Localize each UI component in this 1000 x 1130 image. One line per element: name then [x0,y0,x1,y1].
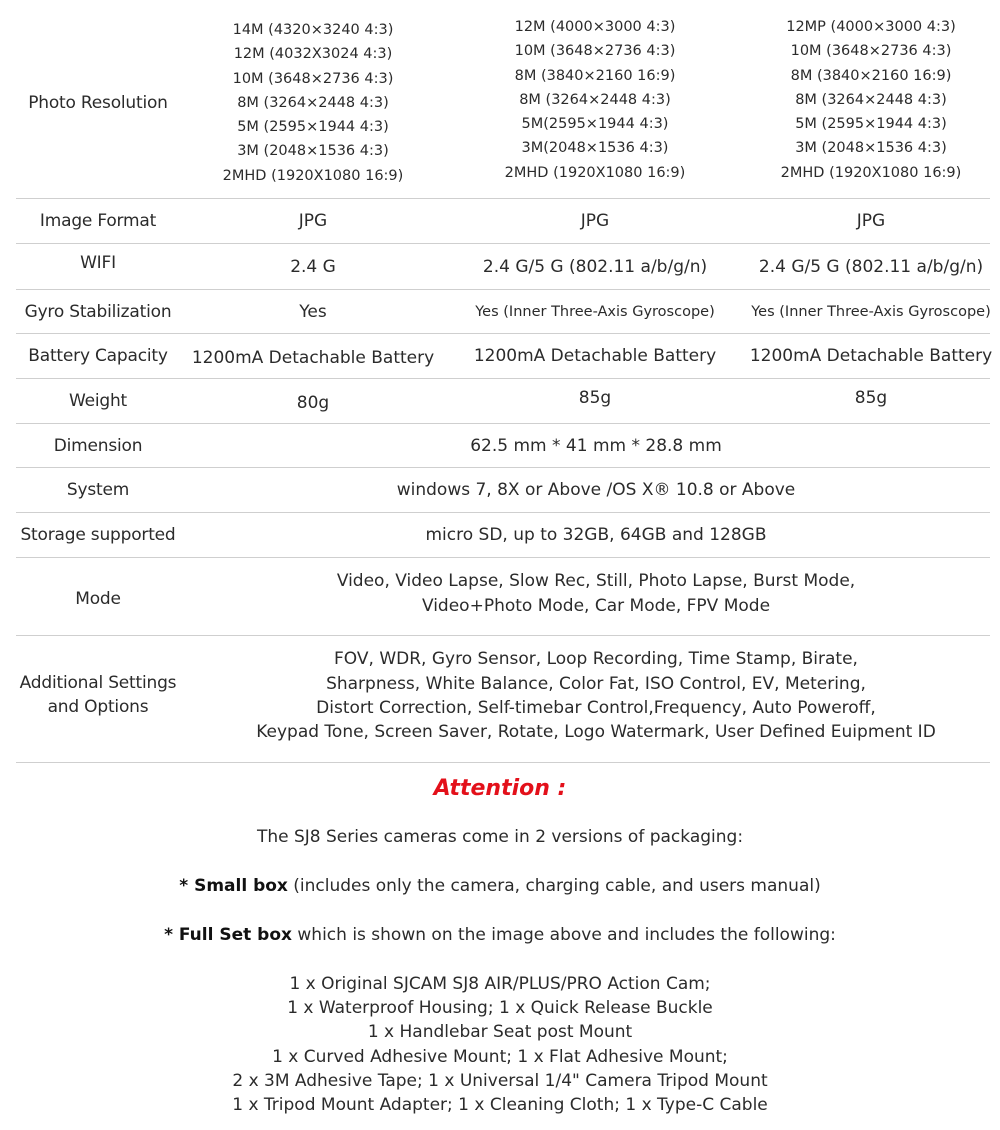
package-item: 1 x Curved Adhesive Mount; 1 x Flat Adhesive Mount; [272,1046,728,1067]
resolution-line: 2MHD (1920X1080 16:9) [780,164,962,181]
resolution-line: 5M(2595×1944 4:3) [521,116,669,133]
spec-row-gyro [16,290,990,334]
spec-value-col3: JPG [856,211,886,231]
spec-value-span [188,558,1000,629]
resolution-line: 8M (3264×2448 4:3) [795,91,947,108]
spec-row-storage [16,513,990,558]
photo-resolution-col1 [188,8,438,198]
resolution-line: 5M (2595×1944 4:3) [237,119,389,136]
spec-value-col2: JPG [580,211,610,231]
mode-line: Video, Video Lapse, Slow Rec, Still, Photo Lapse, Burst Mode, [336,571,856,592]
resolution-line: 14M (4320×3240 4:3) [232,21,394,38]
spec-label: System [66,480,130,500]
spec-row-wifi [16,244,990,290]
package-item: 1 x Handlebar Seat post Mount [367,1022,633,1043]
spec-value-span: micro SD, up to 32GB, 64GB and 128GB [425,525,767,545]
spec-row-battery [16,334,993,379]
resolution-line: 12M (4000×3000 4:3) [514,18,676,35]
attention-heading: Attention : [433,776,567,801]
package-item: 1 x Waterproof Housing; 1 x Quick Release Buckle [287,998,713,1019]
package-item: 1 x Tripod Mount Adapter; 1 x Cleaning Cloth; 1 x Type-C Cable [232,1095,768,1116]
small-box-note [0,876,1000,896]
spec-row-photo-resolution [16,8,990,199]
spec-value-span: 62.5 mm * 41 mm * 28.8 mm [470,435,722,456]
spec-value-col1: Yes [299,301,327,322]
small-box-label: * Small box [179,876,288,896]
spec-value-col1: 80g [296,392,330,413]
photo-resolution-col2 [464,2,726,198]
spec-row-weight [16,379,990,424]
label-line: and Options [47,697,149,717]
spec-row-mode [16,558,990,636]
resolution-line: 10M (3648×2736 4:3) [232,70,394,87]
spec-label: Dimension [53,435,143,456]
package-item: 1 x Original SJCAM SJ8 AIR/PLUS/PRO Action Cam; [289,974,711,994]
resolution-line: 8M (3264×2448 4:3) [237,94,389,111]
spec-row-additional-settings [16,636,990,763]
packaging-intro: The SJ8 Series cameras come in 2 versions of packaging: [256,827,744,847]
spec-value-col1: 1200mA Detachable Battery [191,348,435,368]
spec-row-dimension [16,424,990,468]
resolution-line: 10M (3648×2736 4:3) [514,43,676,60]
spec-value-span: windows 7, 8X or Above /OS X® 10.8 or Above [396,480,796,500]
full-set-label: * Full Set box [164,925,292,945]
resolution-line: 2MHD (1920X1080 16:9) [504,164,686,181]
spec-label: WIFI [80,252,116,273]
resolution-line: 10M (3648×2736 4:3) [790,43,952,60]
resolution-line: 12MP (4000×3000 4:3) [786,18,956,35]
resolution-line: 8M (3840×2160 16:9) [514,67,676,84]
spec-value-col3: 1200mA Detachable Battery [749,346,993,366]
resolution-line: 3M (2048×1536 4:3) [795,140,947,157]
spec-label: Battery Capacity [28,346,168,366]
mode-line: Video+Photo Mode, Car Mode, FPV Mode [421,595,771,616]
label-line: Additional Settings [19,672,177,693]
resolution-line: 8M (3840×2160 16:9) [790,67,952,84]
resolution-line: 5M (2595×1944 4:3) [795,116,947,133]
spec-label: Gyro Stabilization [24,301,172,322]
resolution-line: 12M (4032X3024 4:3) [233,46,393,63]
spec-value-col3: Yes (Inner Three-Axis Gyroscope) [751,303,991,320]
package-item: 2 x 3M Adhesive Tape; 1 x Universal 1/4" Camera Tripod Mount [232,1070,768,1091]
spec-row-image-format [16,199,990,244]
spec-value-col1: 2.4 G [290,256,336,277]
spec-label: Weight [68,391,128,411]
spec-value-col2: 1200mA Detachable Battery [473,346,717,366]
spec-value-col3: 2.4 G/5 G (802.11 a/b/g/n) [758,256,984,277]
spec-label: Storage supported [20,525,176,545]
package-contents [0,972,1000,1117]
option-line: Distort Correction, Self-timebar Control,Frequency, Auto Poweroff, [316,698,876,718]
spec-label: Image Format [39,211,157,231]
spec-value-col2: Yes (Inner Three-Axis Gyroscope) [475,303,715,320]
spec-row-system [16,468,990,513]
small-box-description: (includes only the camera, charging cable, and users manual) [287,876,821,896]
option-line: FOV, WDR, Gyro Sensor, Loop Recording, Time Stamp, Birate, [334,649,858,670]
resolution-line: 3M (2048×1536 4:3) [237,143,389,160]
resolution-line: 2MHD (1920X1080 16:9) [222,167,404,184]
option-line: Keypad Tone, Screen Saver, Rotate, Logo Watermark, User Defined Euipment ID [256,722,936,743]
photo-resolution-col3 [738,2,1000,198]
spec-value-span [188,636,1000,756]
spec-value-col1: JPG [298,211,328,231]
resolution-line: 3M(2048×1536 4:3) [521,140,669,157]
full-set-note [0,925,1000,945]
spec-label: Photo Resolution [28,93,168,113]
spec-label: Mode [75,588,121,609]
spec-value-col2: 85g [578,388,612,408]
resolution-line: 8M (3264×2448 4:3) [519,91,671,108]
option-line: Sharpness, White Balance, Color Fat, ISO Control, EV, Metering, [326,673,866,694]
spec-label [0,636,196,754]
spec-value-col3: 85g [854,388,888,408]
spec-value-col2: 2.4 G/5 G (802.11 a/b/g/n) [482,256,708,277]
full-set-description: which is shown on the image above and includes the following: [291,925,836,945]
